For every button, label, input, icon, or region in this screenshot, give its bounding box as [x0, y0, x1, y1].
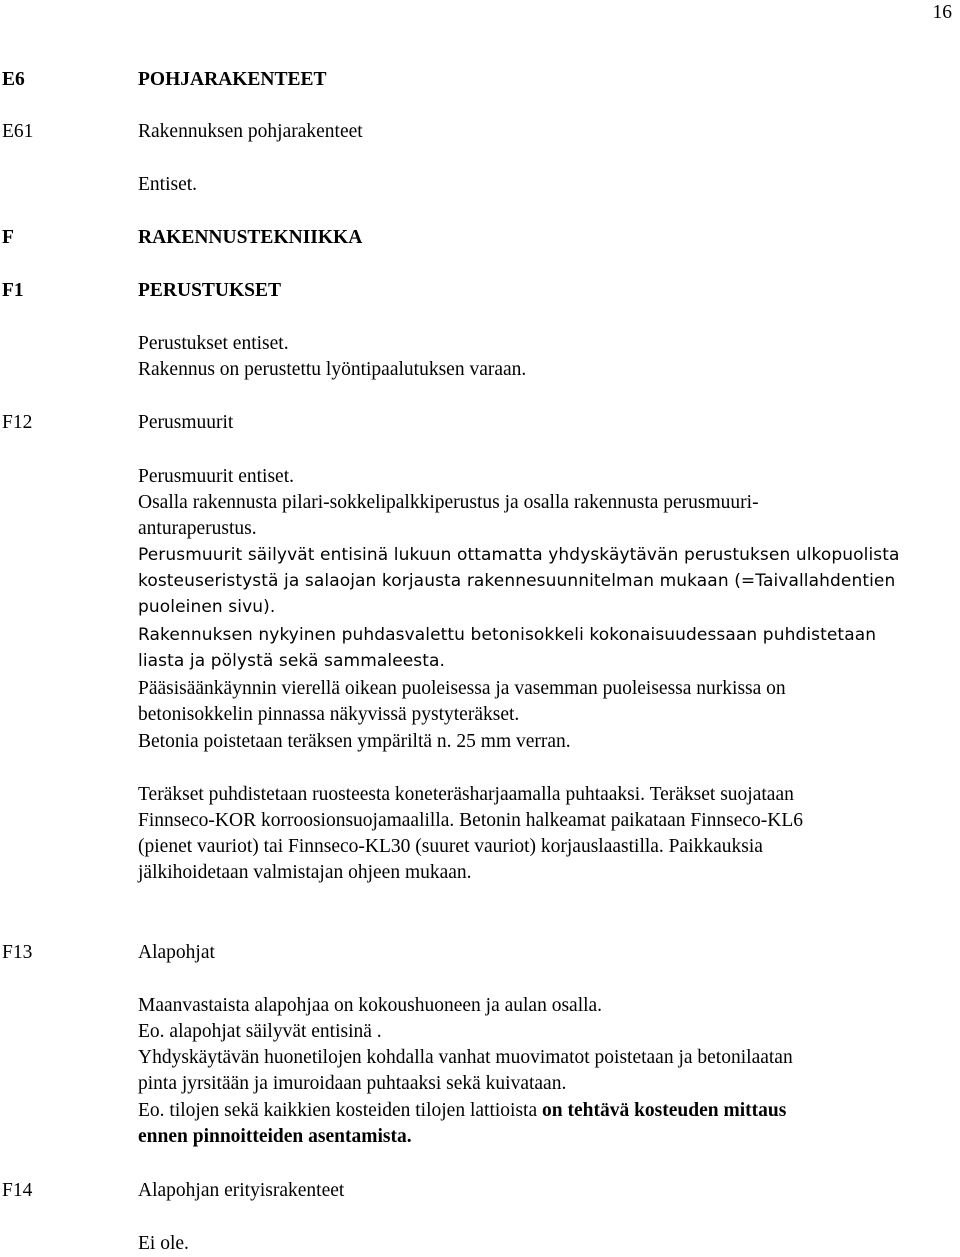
text-line: Rakennus on perustettu lyöntipaalutuksen varaan.	[138, 359, 527, 380]
section-code-f: F	[2, 227, 14, 248]
text-line: (pienet vauriot) tai Finnseco-KL30 (suuret vauriot) korjauslaastilla. Paikkauksia	[138, 836, 763, 857]
text-line: Perustukset entiset.	[138, 333, 289, 354]
section-code-f1: F1	[2, 280, 24, 301]
page-number: 16	[932, 2, 952, 23]
text-line: Pääsisäänkäynnin vierellä oikean puoleisessa ja vasemman puoleisessa nurkissa on	[138, 678, 786, 699]
text-line: Yhdyskäytävän huonetilojen kohdalla vanhat muovimatot poistetaan ja betonilaatan	[138, 1047, 793, 1068]
section-title-f14: Alapohjan erityisrakenteet	[138, 1180, 345, 1201]
section-code-e61: E61	[2, 121, 34, 142]
section-title-f12: Perusmuurit	[138, 412, 234, 433]
section-code-f13: F13	[2, 942, 33, 963]
text-line: Perusmuurit entiset.	[138, 466, 294, 487]
section-title-f1: PERUSTUKSET	[138, 280, 282, 301]
text-line-mixed	[138, 1098, 786, 1124]
section-title-f13: Alapohjat	[138, 942, 215, 963]
text-line: Perusmuurit säilyvät entisinä lukuun ottamatta yhdyskäytävän perustuksen ulkopuolista	[138, 545, 900, 565]
text-line: kosteuseristystä ja salaojan korjausta rakennesuunnitelman mukaan (=Taivallahdentien	[138, 571, 896, 591]
text-line: Entiset.	[138, 174, 198, 195]
text-bold-line: ennen pinnoitteiden asentamista.	[138, 1126, 412, 1147]
text-line: Osalla rakennusta pilari-sokkelipalkkiperustus ja osalla rakennusta perusmuuri-	[138, 492, 759, 513]
section-code-f14: F14	[2, 1180, 33, 1201]
text-bold-emphasis: on tehtävä kosteuden mittaus	[542, 1100, 787, 1121]
text-line: Rakennuksen nykyinen puhdasvalettu betonisokkeli kokonaisuudessaan puhdistetaan	[138, 625, 877, 645]
text-line: Betonia poistetaan teräksen ympäriltä n. 25 mm verran.	[138, 731, 571, 752]
text-line: Ei ole.	[138, 1233, 189, 1254]
section-code-f12: F12	[2, 412, 33, 433]
text-line: Teräkset puhdistetaan ruosteesta koneteräsharjaamalla puhtaaksi. Teräkset suojataan	[138, 784, 794, 805]
text-line: puoleinen sivu).	[138, 597, 276, 617]
section-code-e6: E6	[2, 69, 25, 90]
text-line: liasta ja pölystä sekä sammaleesta.	[138, 651, 446, 671]
text-line: pinta jyrsitään ja imuroidaan puhtaaksi sekä kuivataan.	[138, 1073, 567, 1094]
section-title-e6: POHJARAKENTEET	[138, 69, 327, 90]
text-line: anturaperustus.	[138, 518, 257, 539]
section-title-f: RAKENNUSTEKNIIKKA	[138, 227, 363, 248]
text-line: Maanvastaista alapohjaa on kokoushuoneen ja aulan osalla.	[138, 995, 603, 1016]
text-line: Eo. alapohjat säilyvät entisinä .	[138, 1021, 382, 1042]
text-normal: Eo. tilojen sekä kaikkien kosteiden tilojen lattioista	[138, 1100, 542, 1121]
text-line: Finnseco-KOR korroosionsuojamaalilla. Betonin halkeamat paikataan Finnseco-KL6	[138, 810, 804, 831]
section-title-e61: Rakennuksen pohjarakenteet	[138, 121, 363, 142]
text-line: betonisokkelin pinnassa näkyvissä pystyteräkset.	[138, 704, 520, 725]
text-line: jälkihoidetaan valmistajan ohjeen mukaan.	[138, 862, 472, 883]
